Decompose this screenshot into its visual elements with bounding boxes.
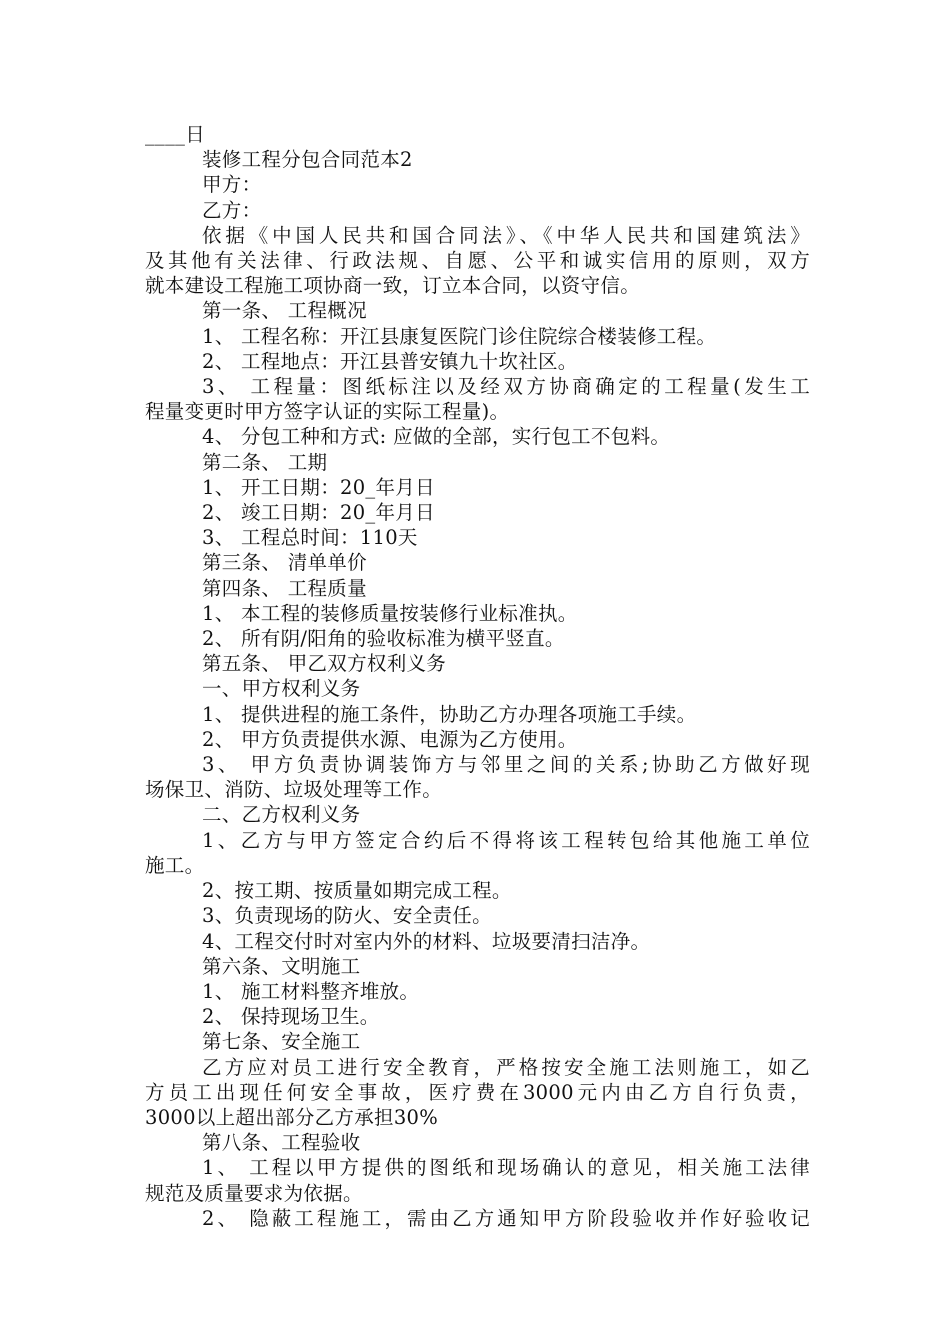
party-b-duties-heading: 二、乙方权利义务 <box>202 803 361 827</box>
article-8-item-1-cont: 规范及质量要求为依据。 <box>145 1181 363 1205</box>
article-2-item-3: 3、 工程总时间：110天 <box>202 526 418 550</box>
article-2-item-2: 2、 竣工日期：20_年月日 <box>202 501 435 525</box>
article-4-item-1: 1、 本工程的装修质量按装修行业标准执。 <box>202 601 578 625</box>
article-4-item-2: 2、 所有阴/阳角的验收标准为横平竖直。 <box>202 627 565 651</box>
article-8-item-2: 2、 隐蔽工程施工，需由乙方通知甲方阶段验收并作好验收记 <box>202 1206 810 1230</box>
preamble-line-2: 及其他有关法律、行政法规、自愿、公平和诚实信用的原则，双方 <box>145 249 810 273</box>
article-7-text-1: 乙方应对员工进行安全教育，严格按安全施工法则施工，如乙 <box>202 1055 810 1079</box>
party-b-duty-1-cont: 施工。 <box>145 853 205 877</box>
party-a-duty-3-cont: 场保卫、消防、垃圾处理等工作。 <box>145 778 443 802</box>
party-b-duty-2: 2、按工期、按质量如期完成工程。 <box>202 879 512 903</box>
article-8-item-1: 1、 工程以甲方提供的图纸和现场确认的意见，相关施工法律 <box>202 1156 810 1180</box>
party-a-line: 甲方： <box>202 173 262 197</box>
article-1-item-1: 1、 工程名称：开江县康复医院门诊住院综合楼装修工程。 <box>202 324 717 348</box>
article-1-item-2: 2、 工程地点：开江县普安镇九十坎社区。 <box>202 349 578 373</box>
article-3-heading: 第三条、 清单单价 <box>202 551 367 575</box>
party-b-duty-4: 4、工程交付时对室内外的材料、垃圾要清扫洁净。 <box>202 929 651 953</box>
article-1-heading: 第一条、 工程概况 <box>202 299 367 323</box>
article-7-text-3: 3000以上超出部分乙方承担30% <box>145 1105 439 1129</box>
party-b-duty-1: 1、乙方与甲方签定合约后不得将该工程转包给其他施工单位 <box>202 828 810 852</box>
date-day-line: ____日 <box>145 123 205 146</box>
article-2-heading: 第二条、 工期 <box>202 450 328 474</box>
article-6-item-1: 1、 施工材料整齐堆放。 <box>202 979 420 1003</box>
article-1-item-3: 3、 工程量：图纸标注以及经双方协商确定的工程量(发生工 <box>202 375 810 399</box>
contract-title: 装修工程分包合同范本2 <box>202 148 413 172</box>
article-5-heading: 第五条、 甲乙双方权利义务 <box>202 652 447 676</box>
party-a-duties-heading: 一、甲方权利义务 <box>202 677 361 701</box>
article-7-text-2: 方员工出现任何安全事故，医疗费在3000元内由乙方自行负责， <box>145 1080 810 1104</box>
article-6-heading: 第六条、文明施工 <box>202 954 361 978</box>
article-7-heading: 第七条、安全施工 <box>202 1030 361 1054</box>
article-1-item-4: 4、 分包工种和方式: 应做的全部，实行包工不包料。 <box>202 425 671 449</box>
party-a-duty-2: 2、 甲方负责提供水源、电源为乙方使用。 <box>202 727 578 751</box>
party-b-duty-3: 3、负责现场的防火、安全责任。 <box>202 904 492 928</box>
party-b-line: 乙方： <box>202 198 262 222</box>
party-a-duty-3: 3、 甲方负责协调装饰方与邻里之间的关系;协助乙方做好现 <box>202 753 810 777</box>
article-1-item-3-cont: 程量变更时甲方签字认证的实际工程量)。 <box>145 400 510 424</box>
preamble-line-1: 依据《中国人民共和国合同法》、《中华人民共和国建筑法》 <box>202 223 810 247</box>
article-2-item-1: 1、 开工日期：20_年月日 <box>202 475 435 499</box>
article-4-heading: 第四条、 工程质量 <box>202 576 367 600</box>
article-6-item-2: 2、 保持现场卫生。 <box>202 1005 380 1029</box>
preamble-line-3: 就本建设工程施工项协商一致，订立本合同，以资守信。 <box>145 274 641 298</box>
party-a-duty-1: 1、 提供进程的施工条件，协助乙方办理各项施工手续。 <box>202 702 697 726</box>
article-8-heading: 第八条、工程验收 <box>202 1131 361 1155</box>
document-page <box>145 122 810 1231</box>
